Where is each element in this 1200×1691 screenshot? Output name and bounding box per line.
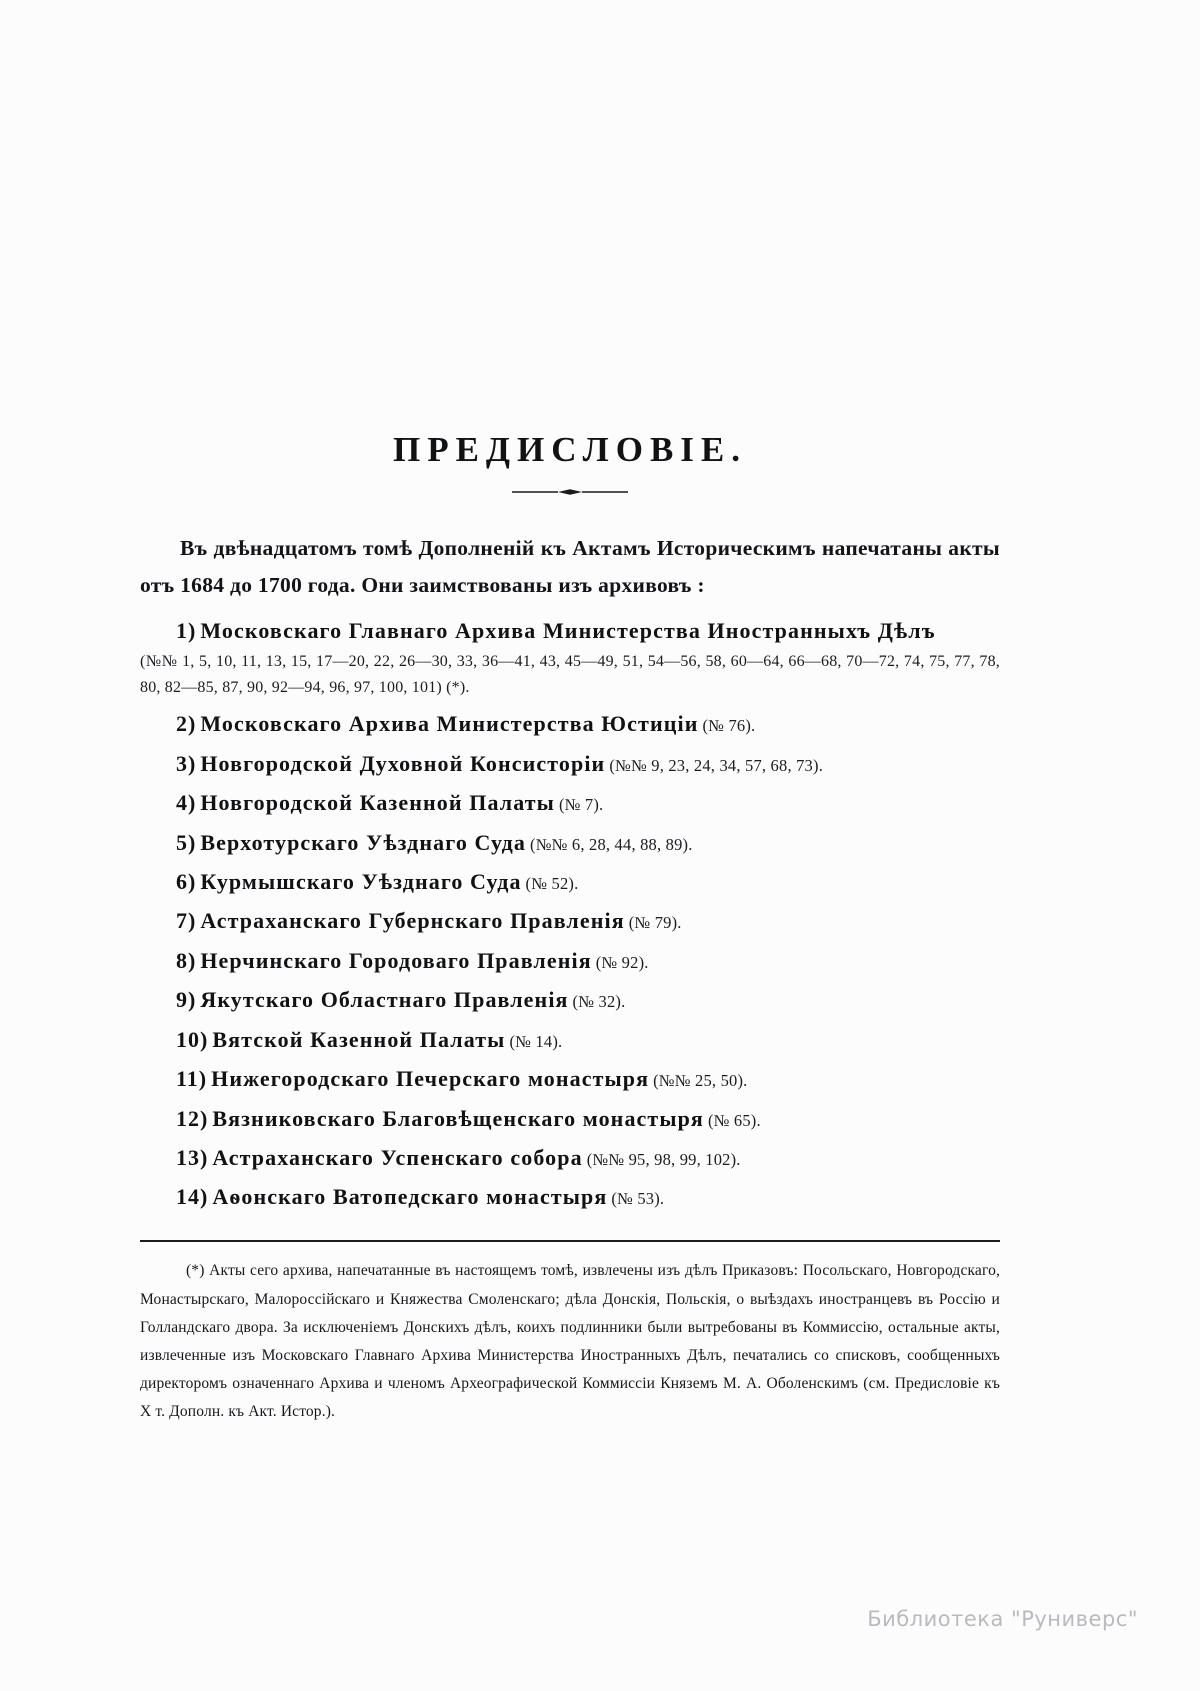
list-item-row [140, 614, 1000, 647]
list-item-number: 9) [176, 987, 197, 1013]
list-item-refs: (№ 92). [595, 952, 649, 972]
list-item-number: 2) [176, 711, 197, 737]
list-item-refs: (№№ 95, 98, 99, 102). [586, 1150, 741, 1169]
footnote-text [140, 1257, 1000, 1426]
list-item-row [140, 707, 1000, 740]
list-item [140, 904, 1000, 937]
list-item-row [140, 1023, 1000, 1056]
list-item-row [140, 1141, 1000, 1174]
list-item-refs: (№ 76). [702, 716, 756, 736]
list-item-number: 1) [176, 617, 197, 643]
footnote-body: (*) Акты сего архива, напечатанные въ настоящемъ томѣ, извлечены изъ дѣлъ Приказовъ: Посольскаго, Новгородскаго, Монастырскаго, Малороссійскаго и Княжества Смоленскаго; дѣла Донскія, Польскія, о выѣздахъ иностранцевъ въ Россію и Голландскаго двора. За исключеніемъ Донскихъ дѣлъ, коихъ подлинники были вытребованы въ Коммиссію, остальные акты, извлеченные изъ Московскаго Главнаго Архива Министерства Иностранныхъ Дѣлъ, печатались со списковъ, сообщенныхъ директоромъ означеннаго Архива и членомъ Археографической Коммиссіи Княземъ М. А. Оболенскимъ (см. Предисловіе къ X т. Дополн. къ Акт. Истор.). [140, 1262, 1000, 1421]
list-item-number: 8) [176, 947, 197, 973]
list-item-row [140, 1180, 1000, 1213]
list-item-name: Курмышскаго Уѣзднаго Суда [200, 868, 522, 894]
list-item-name: Якутскаго Областнаго Правленія [200, 987, 569, 1013]
list-item [140, 944, 1000, 977]
list-item [140, 707, 1000, 740]
list-item-number: 7) [176, 908, 197, 934]
list-item-refs: (№ 79). [628, 913, 682, 933]
list-item-number: 4) [176, 790, 197, 816]
list-item-name: Новгородской Духовной Консисторіи [200, 750, 606, 776]
list-item-name: Новгородской Казенной Палаты [200, 790, 555, 816]
list-item-row [140, 983, 1000, 1016]
list-item-name: Нижегородскаго Печерскаго монастыря [211, 1066, 650, 1092]
list-item-refs: (№№ 25, 50). [653, 1071, 748, 1091]
list-item-number: 5) [176, 829, 197, 855]
list-item-row [140, 1062, 1000, 1095]
page-title: ПРЕДИСЛОВІЕ. [392, 430, 748, 469]
list-item-name: Астраханскаго Губернскаго Правленія [200, 908, 625, 934]
list-item-name: Аѳонскаго Ватопедскаго монастыря [212, 1184, 608, 1210]
list-item [140, 1062, 1000, 1095]
footnote-divider [140, 1240, 1000, 1242]
archives-list [140, 614, 1000, 1214]
list-item-refs: (№№ 6, 28, 44, 88, 89). [530, 834, 693, 854]
list-item [140, 614, 1000, 701]
list-item [140, 786, 1000, 819]
list-item-row [140, 944, 1000, 977]
list-item-number: 3) [176, 750, 197, 776]
list-item-number: 14) [176, 1184, 209, 1210]
intro-text: Въ двѣнадцатомъ томѣ Дополненій къ Актамъ Историческимъ напечатаны акты отъ 1684 до 1700 года. Они заимствованы изъ архивовъ : [140, 536, 1000, 597]
list-item [140, 983, 1000, 1016]
list-item-refs: (№ 65). [707, 1110, 761, 1130]
list-item-name: Астраханскаго Успенскаго собора [212, 1145, 583, 1170]
list-item-refs: (№ 53). [611, 1189, 665, 1209]
list-item-row [140, 786, 1000, 819]
list-item [140, 1141, 1000, 1174]
list-item-number: 13) [176, 1145, 209, 1170]
list-item-number: 6) [176, 868, 197, 894]
list-item-name: Вязниковскаго Благовѣщенскаго монастыря [212, 1105, 704, 1131]
list-item-refs: (№ 14). [509, 1031, 563, 1051]
list-item-refs: (№ 52). [525, 873, 579, 893]
list-item-refs: (№ 7). [558, 795, 604, 815]
page-content [140, 430, 1000, 1442]
list-item [140, 747, 1000, 780]
list-item-refs: (№ 32). [572, 992, 626, 1012]
list-item-row [140, 747, 1000, 780]
list-item-row [140, 826, 1000, 859]
list-item [140, 1023, 1000, 1056]
list-item [140, 865, 1000, 898]
ornamental-divider [140, 484, 1000, 496]
list-item-row [140, 865, 1000, 898]
list-item-number: 12) [176, 1105, 209, 1131]
list-item [140, 826, 1000, 859]
list-item-name: Московскаго Главнаго Архива Министерства Иностранныхъ Дѣлъ [200, 617, 936, 643]
library-watermark: Библиотека "Руниверс" [867, 1607, 1138, 1631]
list-item-number: 10) [176, 1026, 209, 1052]
list-item-subrefs: (№№ 1, 5, 10, 11, 13, 15, 17—20, 22, 26—30, 33, 36—41, 43, 45—49, 51, 54—56, 58, 60—64, 66—68, 70—72, 74, 75, 77, 78, 80, 82—85, 87, 90, 92—94, 96, 97, 100, 101) (*). [140, 653, 1000, 697]
intro-paragraph [140, 530, 1000, 604]
list-item-name: Верхотурскаго Уѣзднаго Суда [200, 829, 526, 855]
list-item [140, 1180, 1000, 1213]
list-item-name: Нерчинскаго Городоваго Правленія [200, 947, 592, 973]
list-item-name: Московскаго Архива Министерства Юстиціи [200, 711, 699, 737]
list-item-refs: (№№ 9, 23, 24, 34, 57, 68, 73). [609, 755, 824, 775]
list-item-row [140, 1102, 1000, 1135]
list-item-number: 11) [176, 1066, 208, 1092]
list-item-row [140, 904, 1000, 937]
list-item [140, 1102, 1000, 1135]
list-item-name: Вятской Казенной Палаты [212, 1026, 506, 1052]
